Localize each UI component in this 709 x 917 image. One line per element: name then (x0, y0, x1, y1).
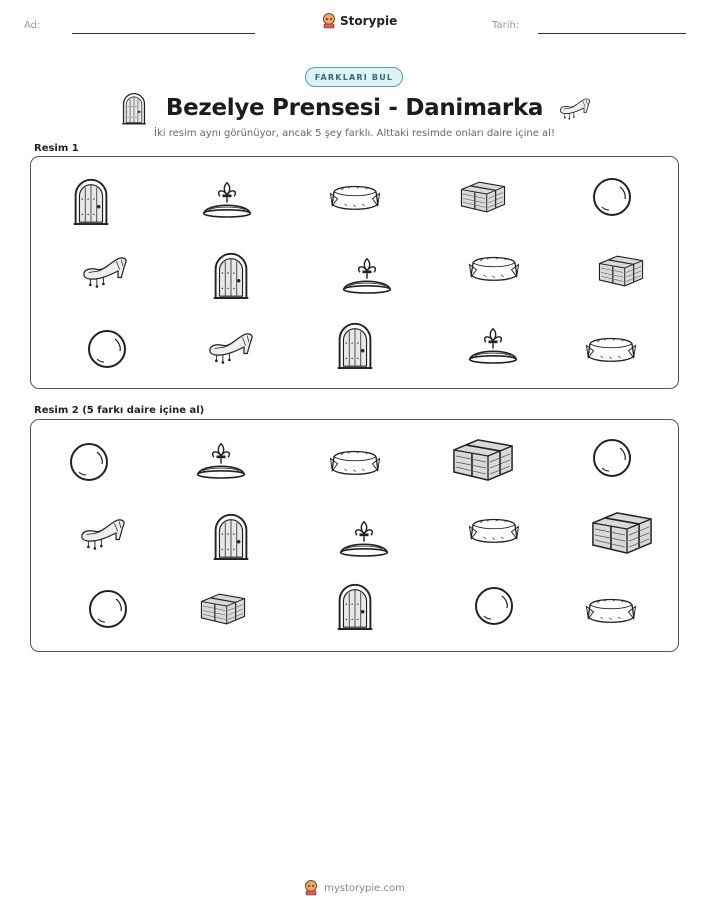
storypie-logo-icon (304, 880, 318, 896)
find-differences-badge: FARKLARI BUL (305, 67, 403, 87)
brand-logo (322, 13, 397, 29)
door-icon (116, 91, 152, 125)
picture-1-panel (30, 156, 679, 389)
crown-icon (340, 255, 394, 295)
door-icon (211, 250, 251, 300)
name-line (72, 33, 255, 34)
picture-2-panel[interactable] (30, 419, 679, 652)
storypie-logo-icon (322, 13, 336, 29)
picture-2-label: Resim 2 (5 farkı daire içine al) (34, 405, 205, 416)
door-icon (335, 320, 375, 370)
date-line (538, 33, 686, 34)
instructions: İki resim aynı görünüyor, ancak 5 şey farklı. Alttaki resimde onları daire içine al! (154, 128, 555, 139)
date-label: Tarih: (492, 20, 520, 31)
cushion-icon[interactable] (583, 592, 639, 628)
pearl-icon[interactable] (590, 436, 634, 480)
title-row (0, 91, 709, 125)
pearl-icon[interactable] (67, 440, 111, 484)
cushion-icon (466, 250, 522, 286)
crown-icon (200, 179, 254, 219)
crown-icon[interactable] (194, 440, 248, 480)
crown-icon (466, 325, 520, 365)
footer (0, 880, 709, 896)
pearl-icon (590, 175, 634, 219)
picture-1-label: Resim 1 (34, 143, 79, 154)
crown-icon[interactable] (337, 518, 391, 558)
cushion-icon (583, 331, 639, 367)
page-title: Bezelye Prensesi - Danimarka (165, 95, 544, 121)
name-label: Ad: (24, 20, 41, 31)
slipper-icon[interactable] (77, 513, 129, 553)
cushion-icon (327, 179, 383, 215)
slipper-icon (205, 327, 257, 367)
door-icon[interactable] (335, 581, 375, 631)
bale-icon (595, 253, 647, 289)
slipper-icon (557, 91, 593, 125)
pearl-icon[interactable] (472, 584, 516, 628)
pearl-icon[interactable] (86, 587, 130, 631)
footer-url: mystorypie.com (324, 882, 405, 894)
door-icon (71, 176, 111, 226)
slipper-icon (79, 251, 131, 291)
bale-icon (457, 179, 509, 215)
cushion-icon[interactable] (327, 444, 383, 480)
cushion-icon[interactable] (466, 512, 522, 548)
door-icon[interactable] (211, 511, 251, 561)
bale-icon[interactable] (197, 591, 249, 627)
bale-icon[interactable] (448, 436, 518, 485)
bale-icon[interactable] (587, 509, 657, 558)
pearl-icon (85, 327, 129, 371)
brand-name: Storypie (340, 14, 398, 28)
